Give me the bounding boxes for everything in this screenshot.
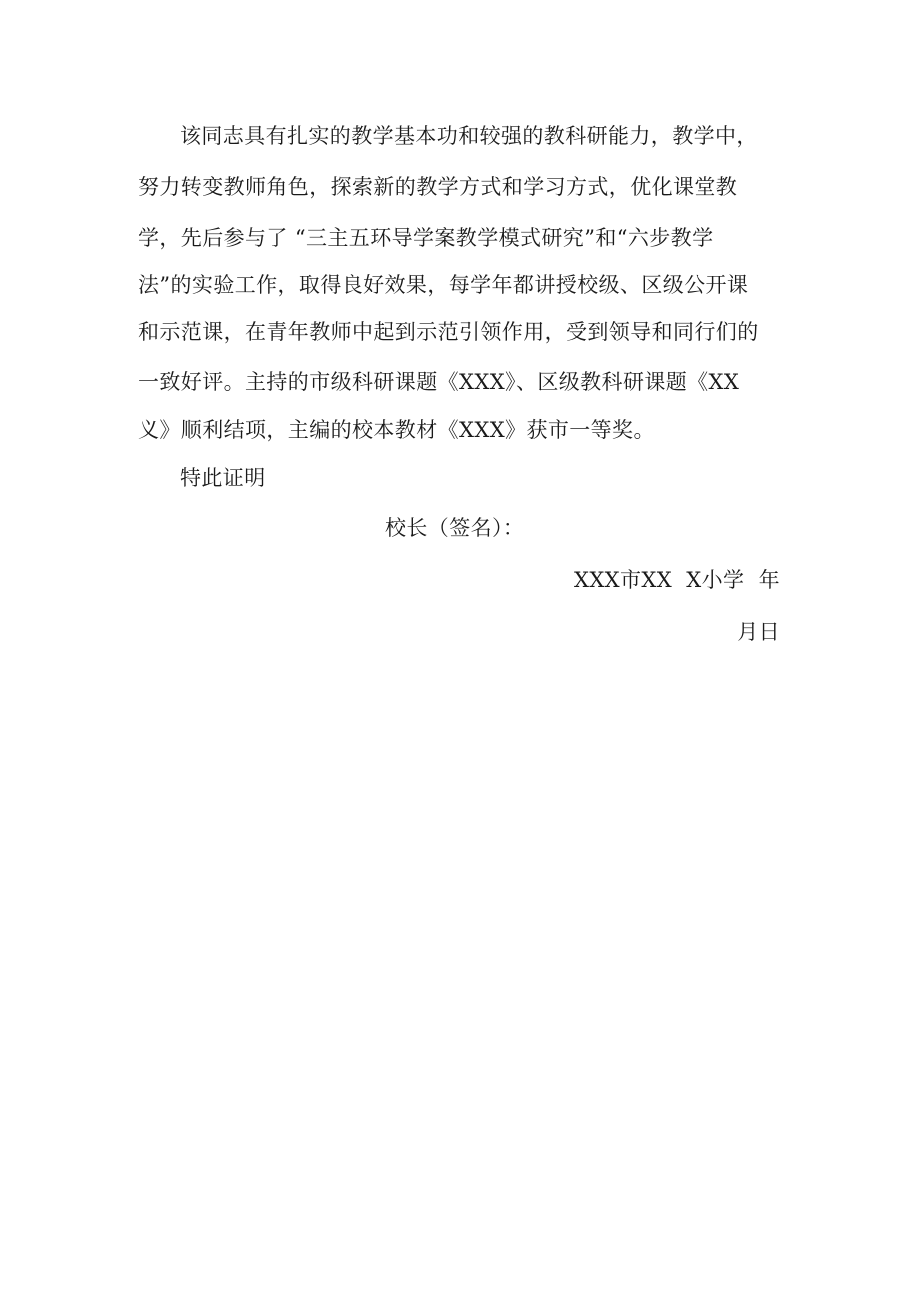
body-line-3: 学，先后参与了 “三主五环导学案教学模式研究”和“六步教学 — [138, 226, 714, 250]
closing-text: 特此证明 — [180, 466, 266, 490]
school-line: XXX市XX X小学 年 — [573, 568, 780, 592]
body-line-7: 义》顺利结项，主编的校本教材《XXX》获市一等奖。 — [138, 418, 655, 442]
signature-label: 校长（签名）： — [385, 516, 525, 540]
body-line-4: 法”的实验工作，取得良好效果，每学年都讲授校级、区级公开课 — [138, 273, 749, 297]
date-line: 月日 — [737, 620, 780, 644]
body-line-2: 努力转变教师角色，探索新的教学方式和学习方式，优化课堂教 — [138, 175, 738, 199]
body-line-6: 一致好评。主持的市级科研课题《XXX》、区级教科研课题《XX — [138, 370, 740, 394]
body-line-1: 该同志具有扎实的教学基本功和较强的教科研能力，教学中， — [180, 124, 758, 148]
body-line-5: 和示范课，在青年教师中起到示范引领作用，受到领导和同行们的 — [138, 320, 759, 344]
